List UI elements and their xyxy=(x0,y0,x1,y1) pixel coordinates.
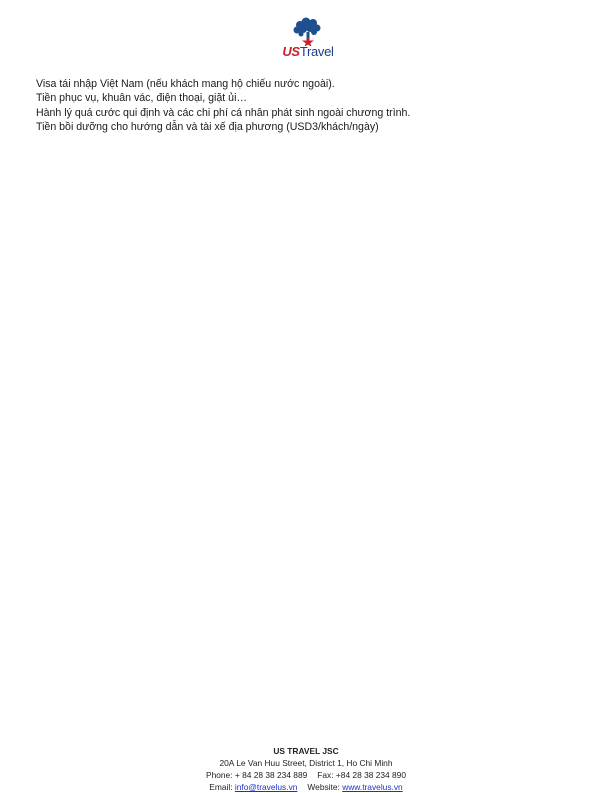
exclusion-line: Visa tái nhập Việt Nam (nếu khách mang hộ chiếu nước ngoài). xyxy=(36,78,335,90)
logo-travel-text: Travel xyxy=(299,44,334,59)
exclusion-line: Hành lý quá cước qui định và các chi phí cá nhân phát sinh ngoài chương trình. xyxy=(36,106,411,119)
footer-email-label: Email: xyxy=(209,782,233,792)
exclusion-line: Tiền bồi dưỡng cho hướng dẫn và tài xế địa phương (USD3/khách/ngày) xyxy=(36,120,379,133)
exclusion-line: Tiền phục vụ, khuân vác, điện thoại, giặt ủi… xyxy=(36,92,248,105)
footer-email-link[interactable]: info@travelus.vn xyxy=(234,782,298,792)
logo-wordmark xyxy=(270,44,346,59)
logo-us-text: US xyxy=(282,44,300,59)
footer-contact-line xyxy=(0,769,612,781)
footer-website-label: Website: xyxy=(307,782,340,792)
footer-phone: Phone: + 84 28 38 234 889 xyxy=(205,770,308,780)
page-footer xyxy=(0,745,612,793)
footer-website-link[interactable]: www.travelus.vn xyxy=(342,782,403,792)
footer-company: US TRAVEL JSC xyxy=(273,746,339,756)
exclusions-list xyxy=(36,77,576,134)
footer-web-line xyxy=(0,781,612,793)
company-logo xyxy=(270,16,346,64)
footer-fax: Fax: +84 28 38 234 890 xyxy=(317,770,406,780)
footer-address: 20A Le Van Huu Street, District 1, Ho Chi Minh xyxy=(219,758,393,768)
tree-star-icon xyxy=(270,16,346,46)
